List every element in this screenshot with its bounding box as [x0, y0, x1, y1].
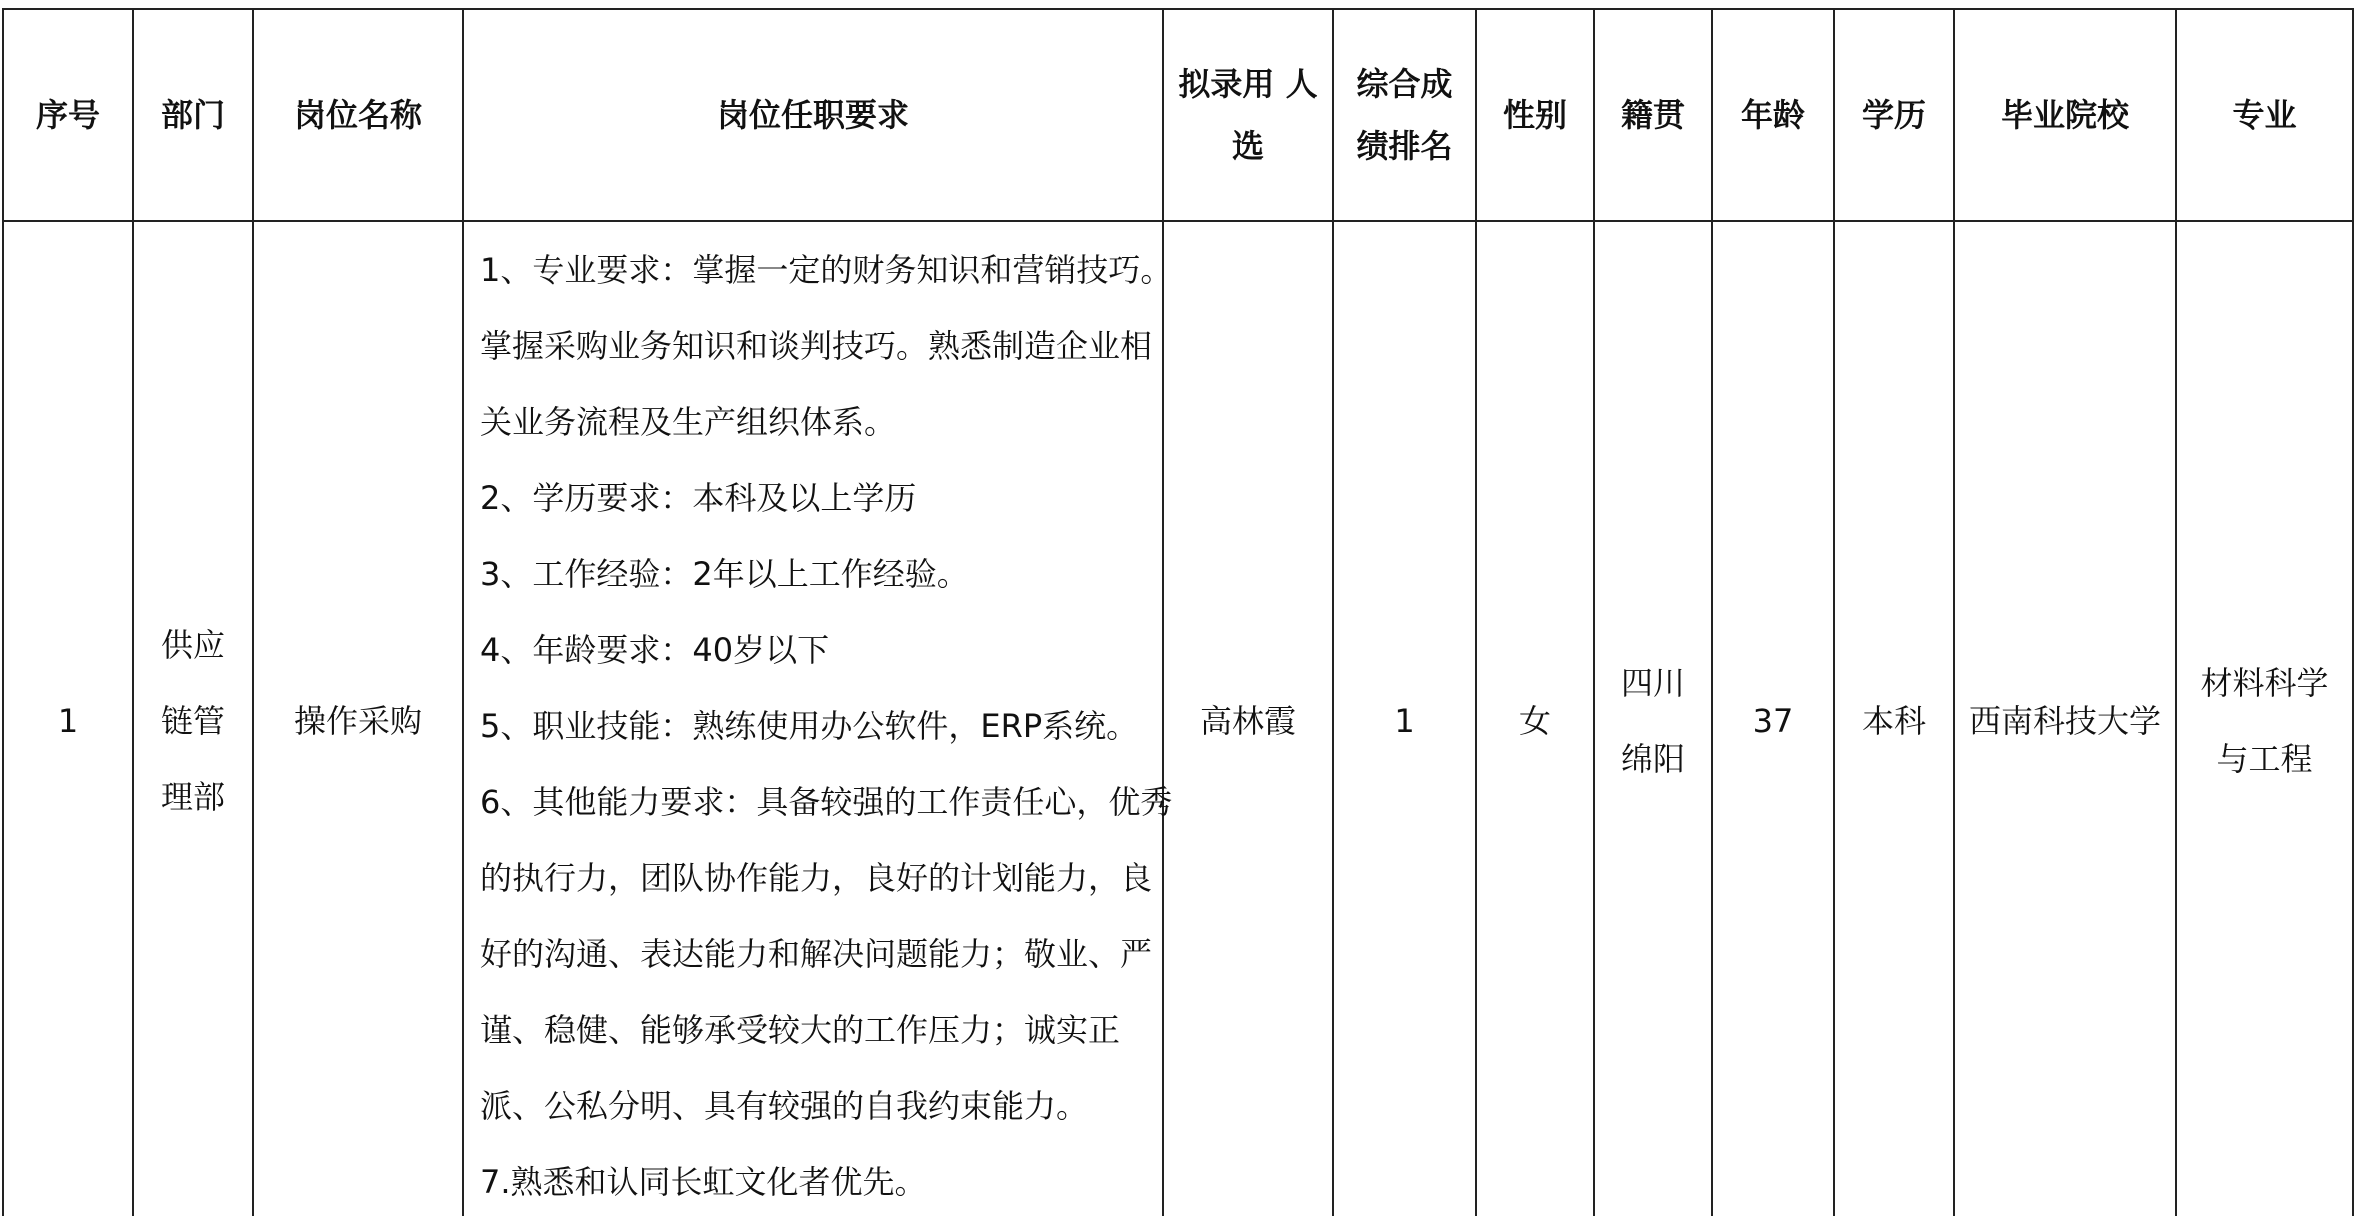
requirement-line: 的执行力，团队协作能力，良好的计划能力，良 — [480, 859, 1153, 897]
requirement-line: 7.熟悉和认同长虹文化者优先。 — [480, 1163, 927, 1201]
header-age: 年龄 — [1712, 9, 1834, 221]
cell-dept-line1: 供应 — [160, 626, 225, 664]
requirement-line: 好的沟通、表达能力和解决问题能力；敬业、严 — [480, 935, 1153, 973]
cell-gender: 女 — [1476, 221, 1594, 1216]
requirement-line: 谨、稳健、能够承受较大的工作压力；诚实正 — [480, 1011, 1121, 1049]
table-row — [3, 221, 2353, 1216]
header-origin: 籍贯 — [1594, 9, 1712, 221]
requirement-line: 3、工作经验：2年以上工作经验。 — [480, 555, 969, 593]
cell-seq: 1 — [3, 221, 133, 1216]
cell-dept-line2: 链管 — [160, 702, 225, 740]
requirement-line: 6、其他能力要求：具备较强的工作责任心，优秀 — [480, 783, 1173, 821]
cell-school: 西南科技大学 — [1954, 221, 2176, 1216]
cell-dept-line3: 理部 — [160, 778, 225, 816]
header-candidate — [1163, 9, 1333, 221]
header-position: 岗位名称 — [253, 9, 463, 221]
header-candidate-line1: 拟录用 人 — [1178, 65, 1318, 103]
header-requirements: 岗位任职要求 — [463, 9, 1163, 221]
cell-position: 操作采购 — [253, 221, 463, 1216]
cell-requirements — [463, 221, 1173, 1216]
header-gender: 性别 — [1476, 9, 1594, 221]
header-seq: 序号 — [3, 9, 133, 221]
header-row — [3, 9, 2353, 221]
cell-origin-line1: 四川 — [1620, 664, 1685, 702]
cell-origin — [1594, 221, 1712, 1216]
requirement-line: 5、职业技能：熟练使用办公软件，ERP系统。 — [480, 707, 1139, 745]
requirement-line: 掌握采购业务知识和谈判技巧。熟悉制造企业相 — [480, 327, 1153, 365]
header-rank-line2: 绩排名 — [1356, 127, 1453, 165]
requirement-line: 4、年龄要求：40岁以下 — [480, 631, 830, 669]
cell-dept — [133, 221, 253, 1216]
requirement-line: 2、学历要求：本科及以上学历 — [480, 479, 917, 517]
cell-age: 37 — [1712, 221, 1834, 1216]
header-candidate-line2: 选 — [1231, 127, 1264, 165]
header-dept: 部门 — [133, 9, 253, 221]
header-education: 学历 — [1834, 9, 1954, 221]
cell-candidate: 高林霞 — [1163, 221, 1333, 1216]
requirement-line: 派、公私分明、具有较强的自我约束能力。 — [480, 1087, 1089, 1125]
header-school: 毕业院校 — [1954, 9, 2176, 221]
cell-origin-line2: 绵阳 — [1620, 740, 1685, 778]
requirement-line: 关业务流程及生产组织体系。 — [480, 403, 897, 441]
header-major: 专业 — [2176, 9, 2353, 221]
header-rank — [1333, 9, 1476, 221]
recruitment-table — [2, 8, 2354, 1216]
cell-education: 本科 — [1834, 221, 1954, 1216]
header-rank-line1: 综合成 — [1356, 65, 1453, 103]
cell-major-line2: 与工程 — [2216, 740, 2313, 778]
cell-major-line1: 材料科学 — [2200, 664, 2329, 702]
cell-major — [2176, 221, 2353, 1216]
requirement-line: 1、专业要求：掌握一定的财务知识和营销技巧。 — [480, 251, 1173, 289]
cell-rank: 1 — [1333, 221, 1476, 1216]
